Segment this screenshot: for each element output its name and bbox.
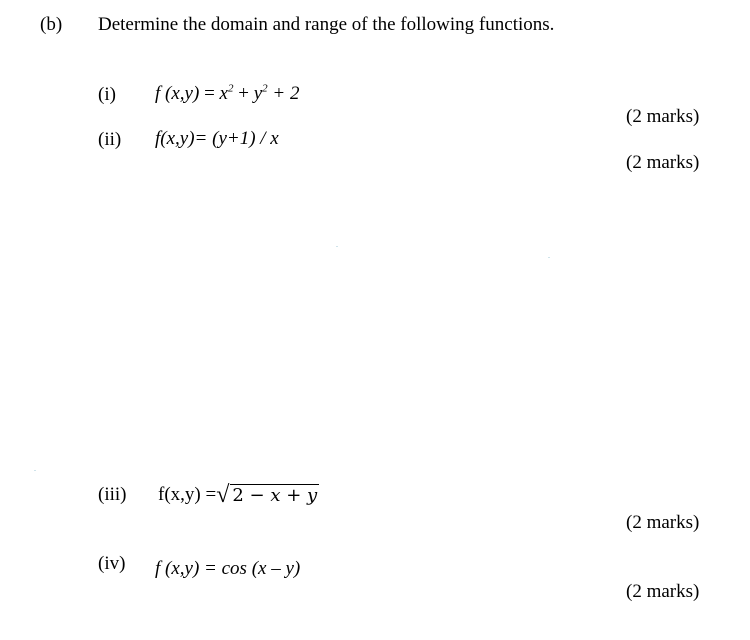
item-number-ii: (ii) bbox=[98, 129, 122, 150]
item-number-iii: (iii) bbox=[98, 484, 127, 505]
part-label: (b) bbox=[40, 14, 63, 35]
square-root bbox=[216, 481, 319, 508]
function-i-term1-exponent: 2 bbox=[227, 82, 234, 95]
function-i-lhs: f (x,y) bbox=[155, 83, 200, 104]
function-i-term2: y bbox=[253, 83, 263, 104]
function-i-constant: + 2 bbox=[267, 83, 300, 104]
marks-i: (2 marks) bbox=[626, 106, 700, 127]
radicand-constant: 2 − bbox=[232, 485, 271, 506]
marks-iii: (2 marks) bbox=[626, 512, 700, 533]
function-iii-lhs: f(x,y) = bbox=[158, 484, 217, 505]
scan-speck bbox=[336, 246, 338, 247]
function-i-equals: = bbox=[199, 83, 220, 104]
function-iii bbox=[158, 481, 319, 508]
function-ii: f(x,y)= (y+1) / x bbox=[155, 128, 279, 149]
radicand-plus: + bbox=[280, 485, 308, 506]
function-i-term1: x bbox=[219, 83, 228, 104]
marks-iv: (2 marks) bbox=[626, 581, 700, 602]
radicand bbox=[230, 484, 319, 505]
question-instruction: Determine the domain and range of the following functions. bbox=[98, 14, 555, 35]
function-i bbox=[155, 84, 299, 103]
radicand-y: y bbox=[307, 485, 318, 506]
radical-sign-icon: √ bbox=[216, 482, 230, 508]
item-number-iv: (iv) bbox=[98, 553, 126, 574]
scan-speck bbox=[34, 470, 36, 471]
scan-speck bbox=[548, 257, 550, 258]
function-i-plus: + bbox=[233, 83, 254, 104]
radicand-x: x bbox=[270, 485, 281, 506]
function-i-term2-exponent: 2 bbox=[262, 82, 268, 95]
item-number-i: (i) bbox=[98, 84, 116, 105]
function-iv: f (x,y) = cos (x – y) bbox=[155, 558, 301, 579]
marks-ii: (2 marks) bbox=[626, 152, 700, 173]
